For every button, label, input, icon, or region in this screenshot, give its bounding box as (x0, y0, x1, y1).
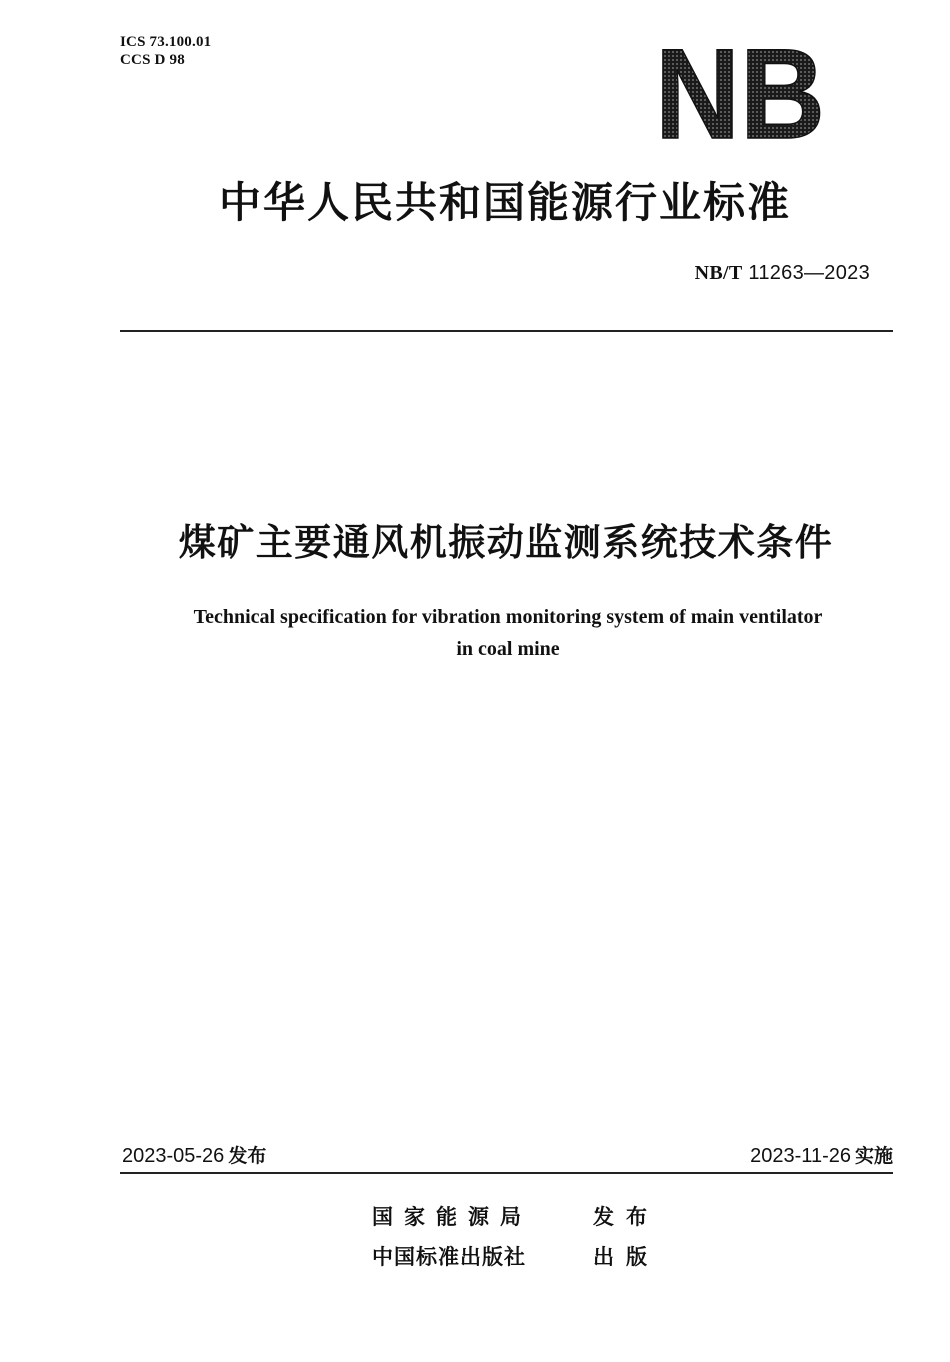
issue-date-value: 2023-05-26 (122, 1145, 225, 1167)
publisher-name: 国家能源局 (372, 1205, 532, 1229)
title-english-line1: Technical specification for vibration monitoring system of main ventilator (193, 606, 823, 628)
implement-date-value: 2023-11-26 (750, 1145, 851, 1167)
ccs-code: CCS D 98 (120, 52, 185, 68)
title-english (0, 601, 950, 665)
standard-number (695, 262, 870, 285)
bottom-divider (120, 1172, 893, 1174)
nb-logo-text: NB (655, 42, 825, 142)
nb-logo-graphic (655, 42, 830, 142)
classification-codes (120, 33, 211, 69)
implement-label: 实施 (854, 1145, 893, 1167)
title-english-line2: in coal mine (456, 638, 560, 660)
standard-prefix: NB/T (694, 262, 743, 284)
issue-date (122, 1141, 266, 1168)
title-chinese: 煤矿主要通风机振动监测系统技术条件 (178, 521, 834, 564)
implement-date (750, 1141, 893, 1168)
issue-label: 发布 (228, 1145, 267, 1167)
main-title: 中华人民共和国能源行业标准 (218, 178, 791, 227)
publisher-role: 出版 (593, 1245, 659, 1269)
publisher-name: 中国标准出版社 (372, 1245, 526, 1269)
standard-code: 11263—2023 (748, 262, 870, 284)
nb-logo (655, 42, 830, 142)
top-divider (120, 330, 893, 332)
ics-code: ICS 73.100.01 (120, 34, 212, 50)
publisher-row (372, 1241, 659, 1271)
publisher-row (372, 1201, 659, 1231)
publisher-role: 发布 (593, 1205, 659, 1229)
